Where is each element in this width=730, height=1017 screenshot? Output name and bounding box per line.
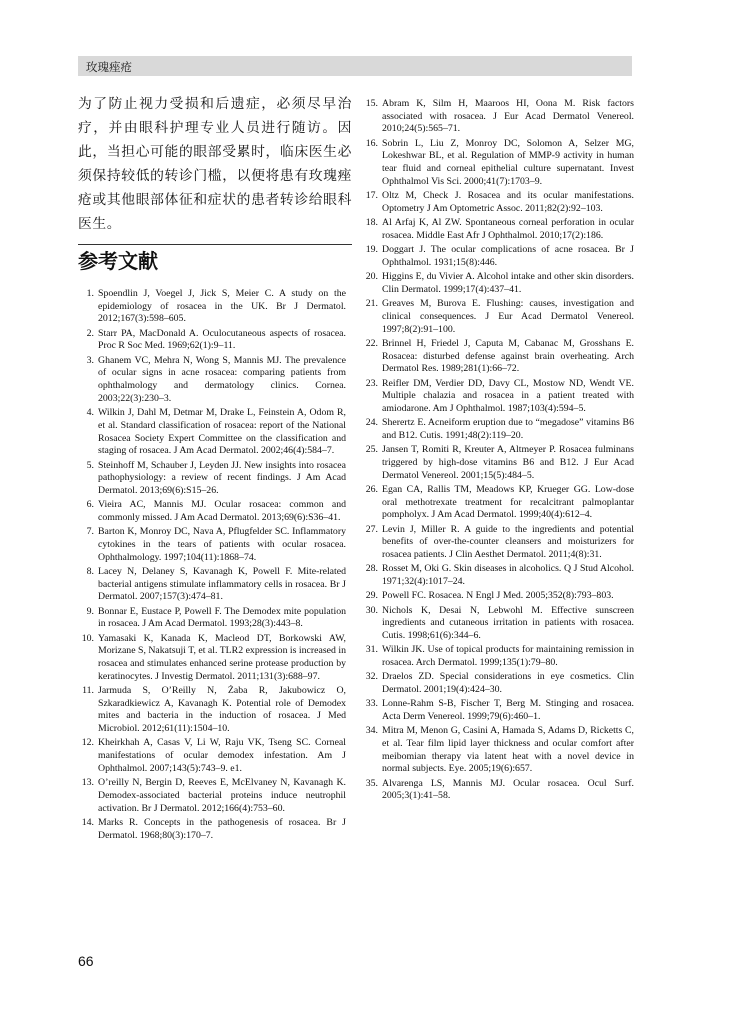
reference-item <box>362 698 634 723</box>
reference-number: 27. <box>365 523 378 535</box>
reference-number: 7. <box>86 526 94 538</box>
reference-number: 29. <box>365 590 378 602</box>
reference-number: 20. <box>365 271 378 283</box>
running-header <box>78 56 632 76</box>
reference-text: Steinhoff M, Schauber J, Leyden JJ. New insights into rosacea pathophysiology: a review of recent findings. J Am Acad Dermatol. 2013;69(6):S15–26. <box>98 459 346 496</box>
reference-number: 31. <box>365 644 378 656</box>
reference-number: 12. <box>81 737 94 749</box>
reference-text: Lonne-Rahm S-B, Fischer T, Berg M. Stinging and rosacea. Acta Derm Venereol. 1999;79(6):460–1. <box>382 698 634 723</box>
intro-column <box>78 92 352 236</box>
intro-paragraph: 为了防止视力受损和后遗症，必须尽早治疗，并由眼科护理专业人员进行随访。因此，当担心可能的眼部受累时，临床医生必须保持较低的转诊门槛，以便将患有玫瑰痤疮或其他眼部体征和症状的患者转诊给眼科医生。 <box>78 96 352 232</box>
reference-number: 6. <box>86 499 94 511</box>
reference-text: O’reilly N, Bergin D, Reeves E, McElvaney N, Kavanagh K. Demodex-associated bacterial proteins induce neutrophil activation. Br J Dermatol. 2012;166(4):753–60. <box>98 777 346 814</box>
reference-text: Vieira AC, Mannis MJ. Ocular rosacea: common and commonly missed. J Am Acad Dermatol. 2013;69(6):S36–41. <box>98 499 346 523</box>
reference-item <box>78 288 346 326</box>
reference-number: 19. <box>365 244 378 256</box>
references-right-column <box>362 98 634 805</box>
reference-number: 13. <box>81 777 94 789</box>
reference-text: Wilkin JK. Use of topical products for maintaining remission in rosacea. Arch Dermatol. 1999;135(1):79–80. <box>382 644 634 669</box>
reference-item <box>78 526 346 564</box>
reference-text: Spoendlin J, Voegel J, Jick S, Meier C. A study on the epidemiology of rosacea in the UK. Br J Dermatol. 2012;167(3):598–605. <box>98 288 346 325</box>
reference-text: Alvarenga LS, Mannis MJ. Ocular rosacea. Ocul Surf. 2005;3(1):41–58. <box>382 777 634 802</box>
reference-item <box>78 777 346 815</box>
reference-text: Starr PA, MacDonald A. Oculocutaneous aspects of rosacea. Proc R Soc Med. 1969;62(1):9–11. <box>98 327 346 352</box>
reference-item <box>78 817 346 842</box>
reference-item <box>362 378 634 416</box>
reference-number: 21. <box>365 298 378 310</box>
reference-text: Bonnar E, Eustace P, Powell F. The Demodex mite population in rosacea. J Am Acad Dermatol. 1993;28(3):443–8. <box>98 605 346 630</box>
reference-number: 24. <box>365 417 378 429</box>
reference-number: 32. <box>365 671 378 683</box>
reference-number: 9. <box>86 605 94 617</box>
reference-item <box>362 778 634 803</box>
reference-text: Al Arfaj K, Al ZW. Spontaneous corneal perforation in ocular rosacea. Middle East Afr J Ophthalmol. 2010;17(2):186. <box>382 217 634 241</box>
reference-number: 17. <box>365 190 378 202</box>
reference-number: 35. <box>365 777 378 789</box>
reference-text: Mitra M, Menon G, Casini A, Hamada S, Adams D, Ricketts C, et al. Tear film lipid layer thickness and ocular comfort after meibomian therapy via latent heat with a novel device in normal subjects. Eye. 2005;19(6):657. <box>382 725 634 775</box>
reference-text: Jansen T, Romiti R, Kreuter A, Altmeyer P. Rosacea fulminans triggered by high-dose vitamins B6 and B12. J Eur Acad Dermatol Venereol. 2001;15(5):484–5. <box>382 444 634 481</box>
reference-number: 5. <box>86 459 94 471</box>
reference-text: Levin J, Miller R. A guide to the ingredients and potential benefits of over-the-counter cleansers and moisturizers for rosacea patients. J Clin Aesthet Dermatol. 2011;4(8):31. <box>382 523 634 561</box>
reference-number: 25. <box>365 444 378 456</box>
reference-item <box>78 566 346 604</box>
reference-text: Marks R. Concepts in the pathogenesis of rosacea. Br J Dermatol. 1968;80(3):170–7. <box>98 816 346 841</box>
reference-item <box>78 407 346 458</box>
references-left-column <box>78 288 346 844</box>
reference-number: 30. <box>365 604 378 616</box>
reference-number: 26. <box>365 483 378 495</box>
reference-text: Sherertz E. Acneiform eruption due to “megadose” vitamins B6 and B12. Cutis. 1991;48(2):119–20. <box>382 417 634 441</box>
reference-number: 22. <box>365 337 378 349</box>
reference-item <box>362 244 634 269</box>
reference-number: 14. <box>81 816 94 828</box>
reference-text: Draelos ZD. Special considerations in eye cosmetics. Clin Dermatol. 2001;19(4):424–30. <box>382 671 634 696</box>
reference-number: 15. <box>365 98 378 109</box>
reference-text: Yamasaki K, Kanada K, Macleod DT, Borkowski AW, Morizane S, Nakatsuji T, et al. TLR2 expression is increased in rosacea and stimulates enhanced serine protease production by keratinocytes. J Investig Dermatol. 2011;131(3):688–97. <box>98 632 346 682</box>
reference-list-left <box>78 288 346 842</box>
reference-item <box>362 190 634 215</box>
references-heading: 参考文献 <box>78 249 158 273</box>
reference-number: 11. <box>82 685 94 697</box>
reference-number: 4. <box>86 407 94 419</box>
reference-text: Powell FC. Rosacea. N Engl J Med. 2005;352(8):793–803. <box>382 590 614 602</box>
reference-item <box>78 460 346 498</box>
reference-number: 33. <box>365 698 378 710</box>
reference-item <box>362 338 634 376</box>
running-header-title: 玫瑰痤疮 <box>86 60 132 74</box>
reference-item <box>78 633 346 684</box>
reference-text: Wilkin J, Dahl M, Detmar M, Drake L, Feinstein A, Odom R, et al. Standard classification of rosacea: report of the National Rosacea Society Expert Committee on the classification and staging of rosacea. J Am Acad Dermatol. 2002;46(4):584–7. <box>98 407 346 457</box>
page-number: 66 <box>78 953 94 969</box>
reference-text: Brinnel H, Friedel J, Caputa M, Cabanac M, Grosshans E. Rosacea: disturbed defense against brain overheating. Arch Dermatol Res. 1989;281(1):66–72. <box>382 337 634 375</box>
reference-text: Nichols K, Desai N, Lebwohl M. Effective sunscreen ingredients and cutaneous irritation in patients with rosacea. Cutis. 1998;61(6):344–6. <box>382 604 634 642</box>
reference-item <box>362 644 634 669</box>
reference-item <box>362 524 634 562</box>
reference-item <box>78 499 346 524</box>
reference-number: 10. <box>81 632 94 644</box>
reference-text: Jarmuda S, O’Reilly N, Żaba R, Jakubowicz O, Szkaradkiewicz A, Kavanagh K. Potential role of Demodex mites and bacteria in the induction of rosacea. J Med Microbiol. 2012;61(11):1504–10. <box>98 685 346 735</box>
reference-text: Kheirkhah A, Casas V, Li W, Raju VK, Tseng SC. Corneal manifestations of ocular demodex infestation. Am J Ophthalmol. 2007;143(5):743–9. e1. <box>98 737 346 774</box>
reference-text: Lacey N, Delaney S, Kavanagh K, Powell F. Mite-related bacterial antigens stimulate inflammatory cells in rosacea. Br J Dermatol. 2007;157(3):474–81. <box>98 565 346 603</box>
reference-item <box>362 217 634 242</box>
reference-number: 1. <box>86 288 94 299</box>
reference-number: 16. <box>365 137 378 149</box>
reference-item <box>362 444 634 482</box>
reference-number: 3. <box>86 354 94 366</box>
reference-text: Doggart J. The ocular complications of acne rosacea. Br J Ophthalmol. 1931;15(8):446. <box>382 244 634 268</box>
reference-text: Ghanem VC, Mehra N, Wong S, Mannis MJ. The prevalence of ocular signs in acne rosacea: comparing patients from ophthalmology and dermatology clinics. Cornea. 2003;22(3):230–3. <box>98 354 346 404</box>
reference-item <box>362 98 634 136</box>
reference-item <box>362 605 634 643</box>
reference-number: 23. <box>365 377 378 389</box>
reference-list-right <box>362 98 634 803</box>
reference-text: Oltz M, Check J. Rosacea and its ocular manifestations. Optometry J Am Optometric Assoc. 2011;82(2):92–103. <box>382 190 634 214</box>
reference-item <box>78 737 346 775</box>
reference-text: Greaves M, Burova E. Flushing: causes, investigation and clinical consequences. J Eur Acad Dermatol Venereol. 1997;8(2):91–100. <box>382 298 634 335</box>
reference-item <box>362 298 634 336</box>
reference-item <box>362 484 634 522</box>
reference-text: Sobrin L, Liu Z, Monroy DC, Solomon A, Selzer MG, Lokeshwar BL, et al. Regulation of MMP-9 activity in human tear fluid and corneal epithelial culture supernatant. Invest Ophthalmol Vis Sci. 2000;41(7):1703–9. <box>382 137 634 187</box>
reference-item <box>362 563 634 588</box>
reference-item <box>362 671 634 696</box>
reference-text: Egan CA, Rallis TM, Meadows KP, Krueger GG. Low-dose oral methotrexate treatment for recalcitrant palmoplantar pompholyx. J Am Acad Dermatol. 1999;40(4):612–4. <box>382 483 634 521</box>
reference-item <box>362 138 634 189</box>
reference-text: Higgins E, du Vivier A. Alcohol intake and other skin disorders. Clin Dermatol. 1999;17(4):437–41. <box>382 271 634 295</box>
reference-number: 2. <box>86 327 94 339</box>
reference-item <box>78 355 346 406</box>
reference-item <box>78 328 346 353</box>
reference-item <box>78 685 346 736</box>
reference-number: 18. <box>365 217 378 229</box>
reference-text: Reifler DM, Verdier DD, Davy CL, Mostow ND, Wendt VE. Multiple chalazia and rosacea in a patient treated with amiodarone. Am J Ophthalmol. 1987;103(4):594–5. <box>382 377 634 414</box>
reference-text: Barton K, Monroy DC, Nava A, Pflugfelder SC. Inflammatory cytokines in the tears of patients with ocular rosacea. Ophthalmology. 1997;104(11):1868–74. <box>98 526 346 563</box>
reference-item <box>362 590 634 603</box>
reference-text: Rosset M, Oki G. Skin diseases in alcoholics. Q J Stud Alcohol. 1971;32(4):1017–24. <box>382 563 634 588</box>
reference-number: 8. <box>86 565 94 577</box>
reference-number: 34. <box>365 725 378 737</box>
reference-item <box>78 606 346 631</box>
reference-item <box>362 417 634 442</box>
reference-item <box>362 271 634 296</box>
reference-item <box>362 725 634 776</box>
reference-text: Abram K, Silm H, Maaroos HI, Oona M. Risk factors associated with rosacea. J Eur Acad Dermatol Venereol. 2010;24(5):565–71. <box>382 98 634 135</box>
reference-number: 28. <box>365 563 378 575</box>
